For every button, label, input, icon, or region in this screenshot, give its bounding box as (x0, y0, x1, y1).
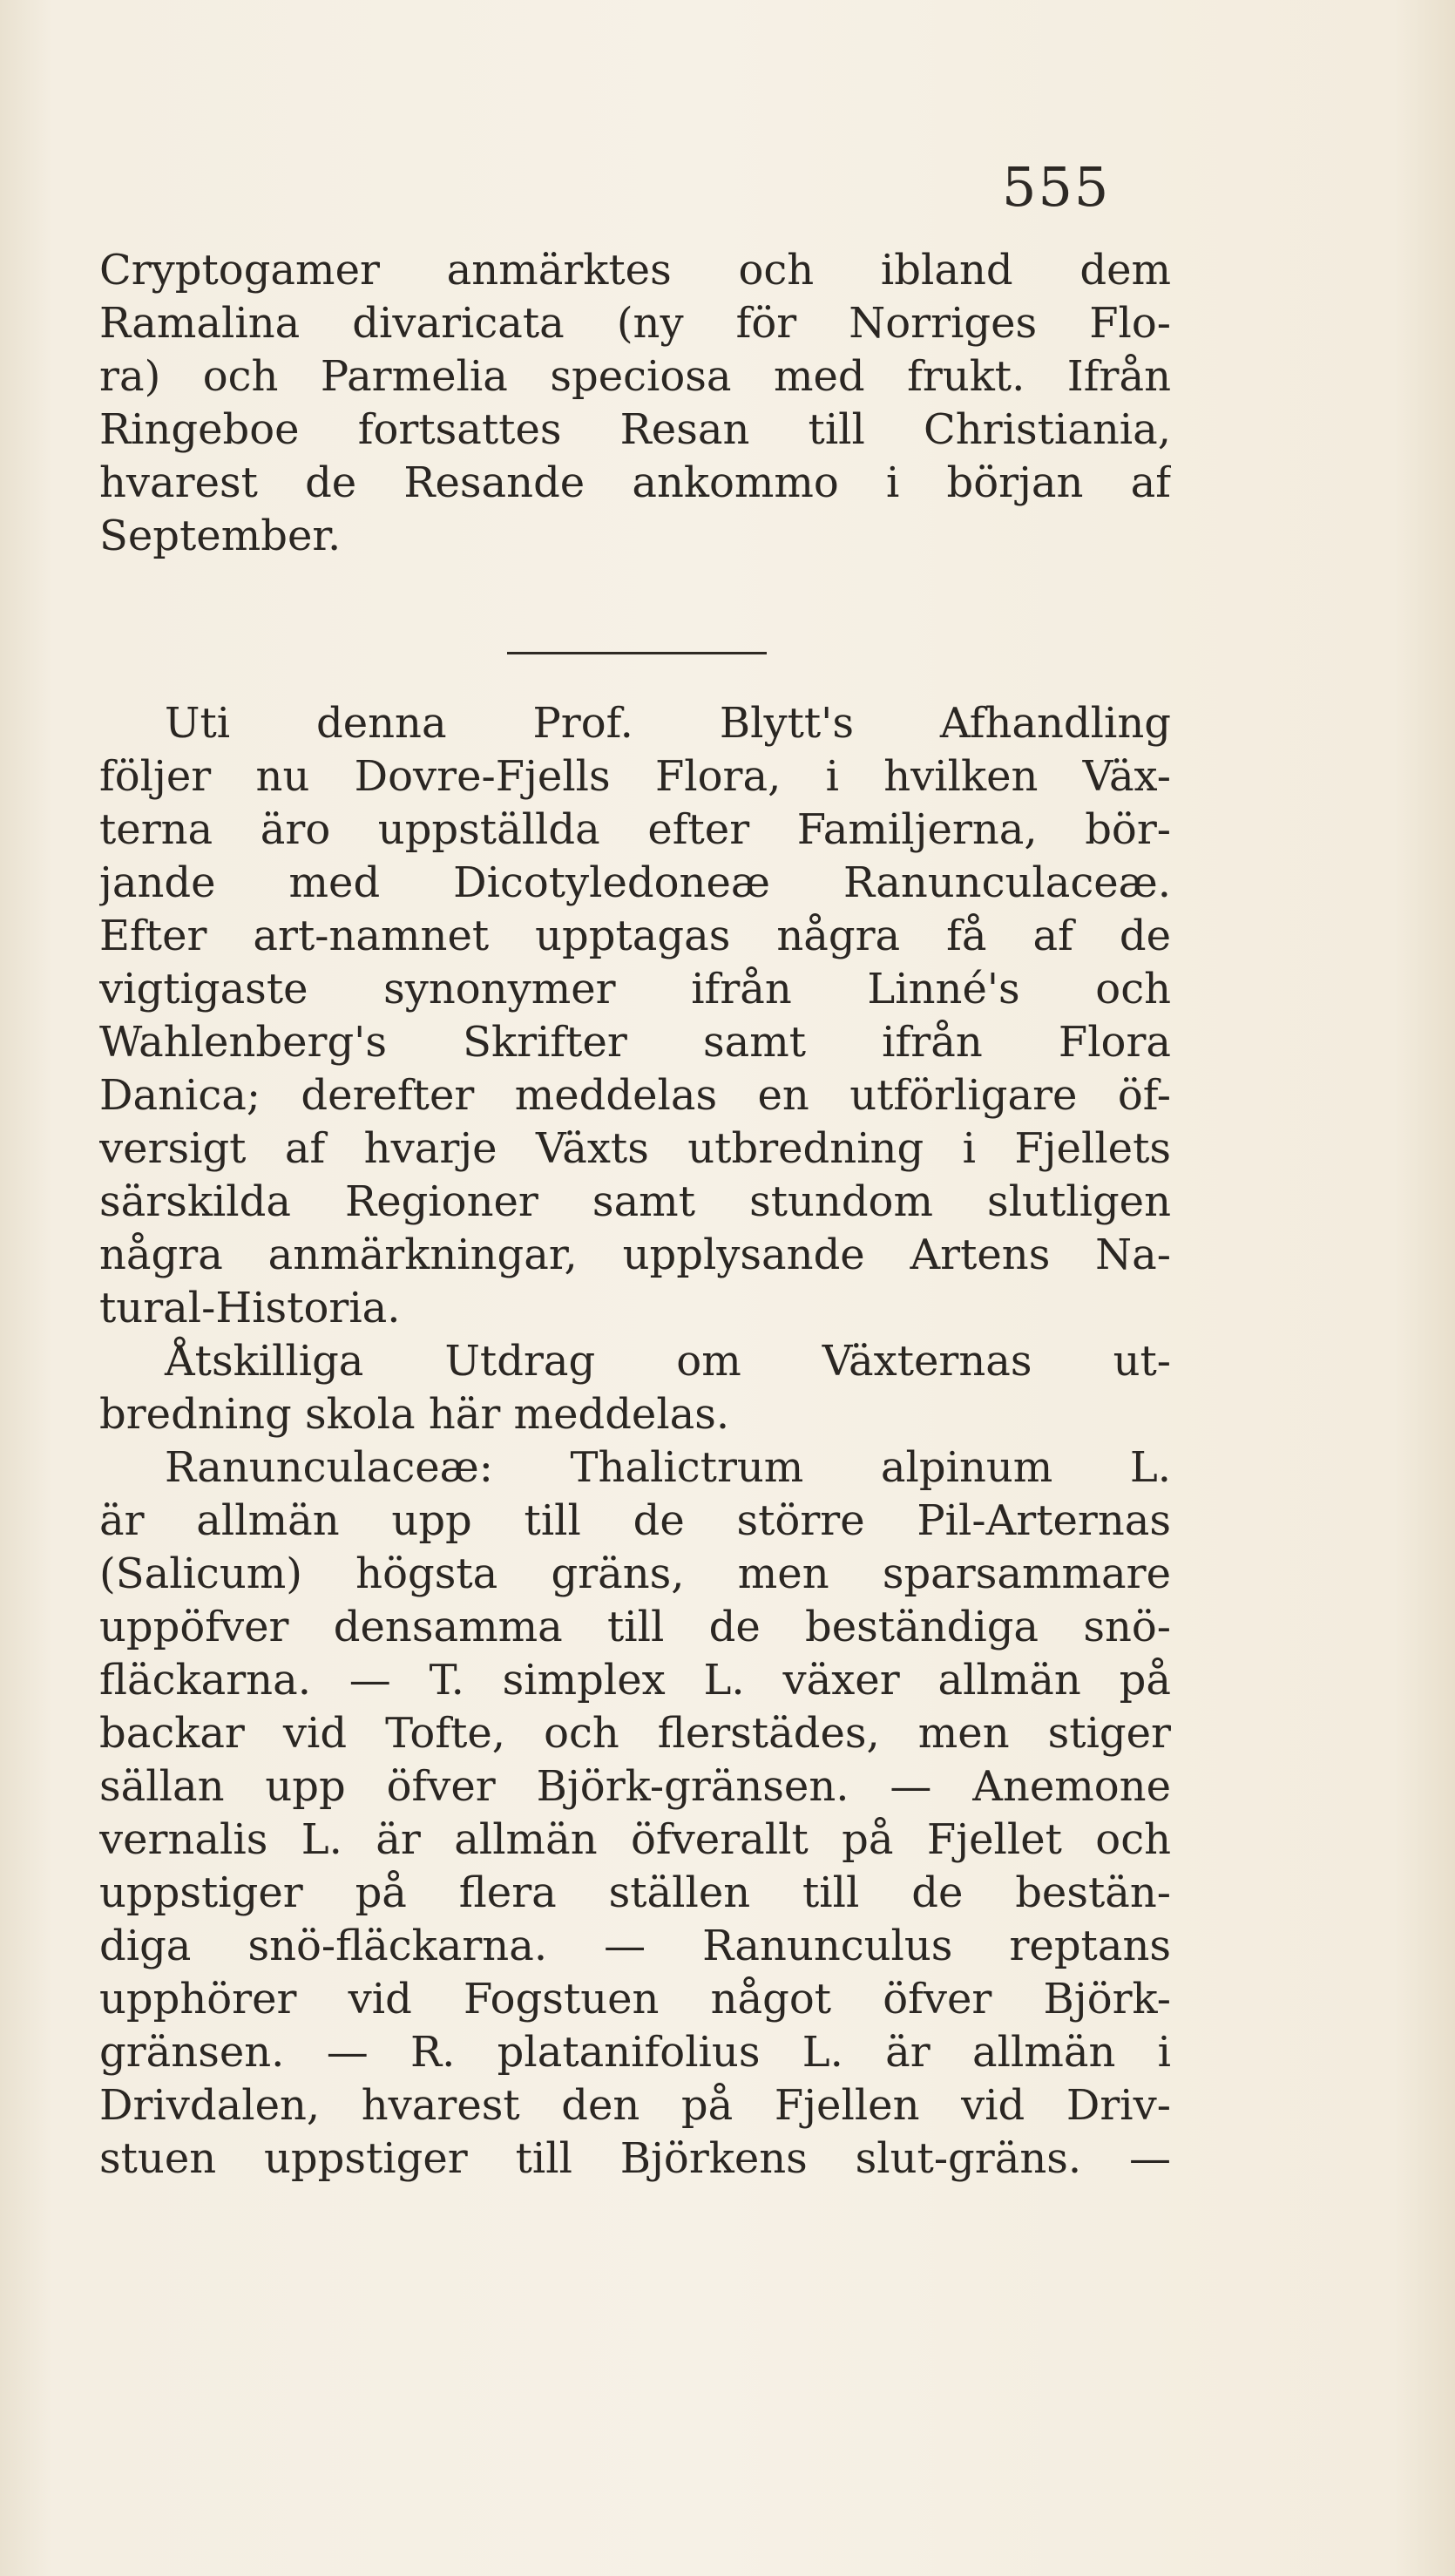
text-line: följer nu Dovre-Fjells Flora, i hvilken Väx- (99, 752, 1171, 801)
text-line: diga snö-fläckarna. — Ranunculus reptans (99, 1922, 1171, 1970)
text-line: Drivdalen, hvarest den på Fjellen vid Driv- (99, 2081, 1171, 2130)
text-line: jande med Dicotyledoneæ Ranunculaceæ. (99, 858, 1171, 907)
paragraph-afhandling (99, 697, 1171, 2186)
text-line: Ramalina divaricata (ny för Norriges Flo- (99, 299, 1171, 348)
text-line: Ringeboe fortsattes Resan till Christiania, (99, 405, 1171, 454)
text-line: Danica; derefter meddelas en utförligare öf- (99, 1071, 1171, 1120)
text-line: Åtskilliga Utdrag om Växternas ut- (165, 1337, 1171, 1386)
text-line: uppöfver densamma till de beständiga snö- (99, 1603, 1171, 1651)
section-divider (507, 652, 767, 654)
text-line: särskilda Regioner samt stundom slutligen (99, 1177, 1171, 1226)
text-line: vigtigaste synonymer ifrån Linné's och (99, 965, 1171, 1013)
text-line: terna äro uppställda efter Familjerna, bör- (99, 805, 1171, 854)
text-line: September. (99, 512, 342, 560)
text-line: några anmärkningar, upplysande Artens Na- (99, 1230, 1171, 1279)
text-line: gränsen. — R. platanifolius L. är allmän i (99, 2028, 1171, 2077)
text-line: Uti denna Prof. Blytt's Afhandling (165, 699, 1171, 748)
text-line: fläckarna. — T. simplex L. växer allmän på (99, 1656, 1171, 1705)
text-line: backar vid Tofte, och flerstädes, men stiger (99, 1709, 1171, 1758)
text-line: Wahlenberg's Skrifter samt ifrån Flora (99, 1018, 1171, 1067)
text-line: tural-Historia. (99, 1284, 401, 1332)
text-line: uppstiger på flera ställen till de bestän- (99, 1868, 1171, 1917)
text-line: ra) och Parmelia speciosa med frukt. Ifrån (99, 352, 1171, 401)
page-number: 555 (1002, 155, 1111, 219)
text-line: bredning skola här meddelas. (99, 1390, 730, 1439)
text-line: Cryptogamer anmärktes och ibland dem (99, 246, 1171, 295)
text-line: Efter art-namnet upptagas några få af de (99, 912, 1171, 960)
text-line: är allmän upp till de större Pil-Arternas (99, 1496, 1171, 1545)
text-line: upphörer vid Fogstuen något öfver Björk- (99, 1975, 1171, 2024)
text-line: sällan upp öfver Björk-gränsen. — Anemone (99, 1762, 1171, 1811)
text-line: vernalis L. är allmän öfverallt på Fjellet och (99, 1815, 1171, 1864)
paragraph-cryptogamer (99, 244, 1171, 563)
text-line: hvarest de Resande ankommo i början af (99, 458, 1171, 507)
text-line: versigt af hvarje Växts utbredning i Fjellets (99, 1124, 1171, 1173)
text-line: stuen uppstiger till Björkens slut-gräns. — (99, 2134, 1171, 2183)
text-line: Ranunculaceæ: Thalictrum alpinum L. (165, 1443, 1171, 1492)
text-line: (Salicum) högsta gräns, men sparsammare (99, 1549, 1171, 1598)
